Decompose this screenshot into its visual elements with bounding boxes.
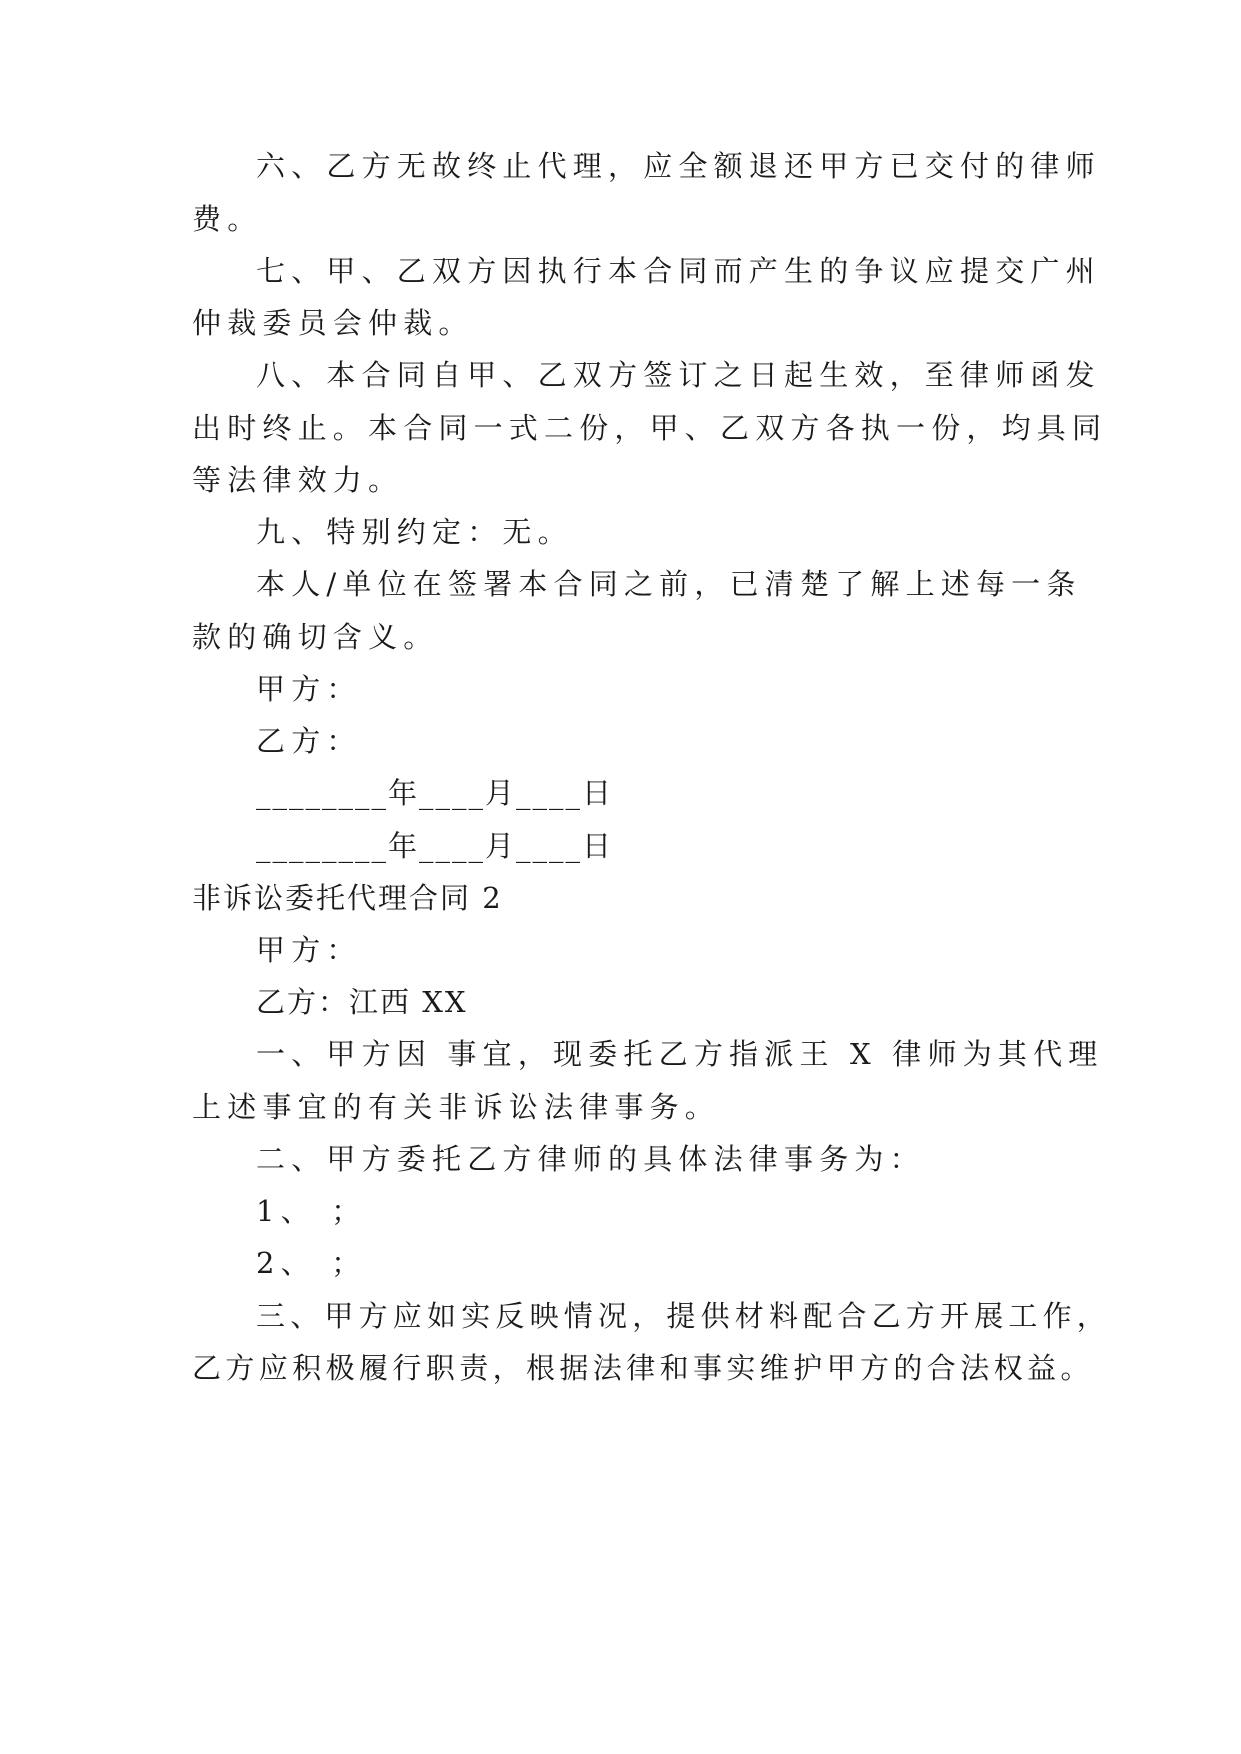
party-a-label: 甲方： <box>256 933 362 967</box>
clause-7-line-1: 七、甲、乙双方因执行本合同而产生的争议应提交广州 <box>256 254 1101 288</box>
clause-9: 九、特别约定：无。 <box>256 515 573 549</box>
party-b-label: 乙方：江西 XX <box>256 985 468 1019</box>
clause-3-line-2: 乙方应积极履行职责，根据法律和事实维护甲方的合法权益。 <box>192 1351 1094 1385</box>
clause-2: 二、甲方委托乙方律师的具体法律事务为： <box>256 1142 925 1176</box>
clause-2-item-1: 1、 ； <box>256 1194 367 1228</box>
clause-1-line-1: 一、甲方因 事宜，现委托乙方指派王 X 律师为其代理 <box>256 1037 1104 1071</box>
clause-8-line-3: 等法律效力。 <box>192 463 404 497</box>
acknowledgement-line-1: 本人/单位在签署本合同之前，已清楚了解上述每一条 <box>256 567 1082 601</box>
clause-8-line-2: 出时终止。本合同一式二份，甲、乙双方各执一份，均具同 <box>192 411 1108 445</box>
clause-6-line-1: 六、乙方无故终止代理，应全额退还甲方已交付的律师 <box>256 149 1101 183</box>
party-a-signature: 甲方： <box>256 672 362 706</box>
section-title: 非诉讼委托代理合同 2 <box>192 881 503 915</box>
clause-8-line-1: 八、本合同自甲、乙双方签订之日起生效，至律师函发 <box>256 358 1101 392</box>
party-b-signature: 乙方： <box>256 724 362 758</box>
acknowledgement-line-2: 款的确切含义。 <box>192 620 439 654</box>
clause-6-line-2: 费。 <box>192 202 263 236</box>
clause-2-item-2: 2、 ； <box>256 1246 367 1280</box>
clause-3-line-1: 三、甲方应如实反映情况，提供材料配合乙方开展工作， <box>256 1299 1112 1333</box>
signature-date-a: ________年____月____日 <box>256 776 614 810</box>
clause-1-line-2: 上述事宜的有关非诉讼法律事务。 <box>192 1090 721 1124</box>
signature-date-b: ________年____月____日 <box>256 829 614 863</box>
clause-7-line-2: 仲裁委员会仲裁。 <box>192 306 474 340</box>
